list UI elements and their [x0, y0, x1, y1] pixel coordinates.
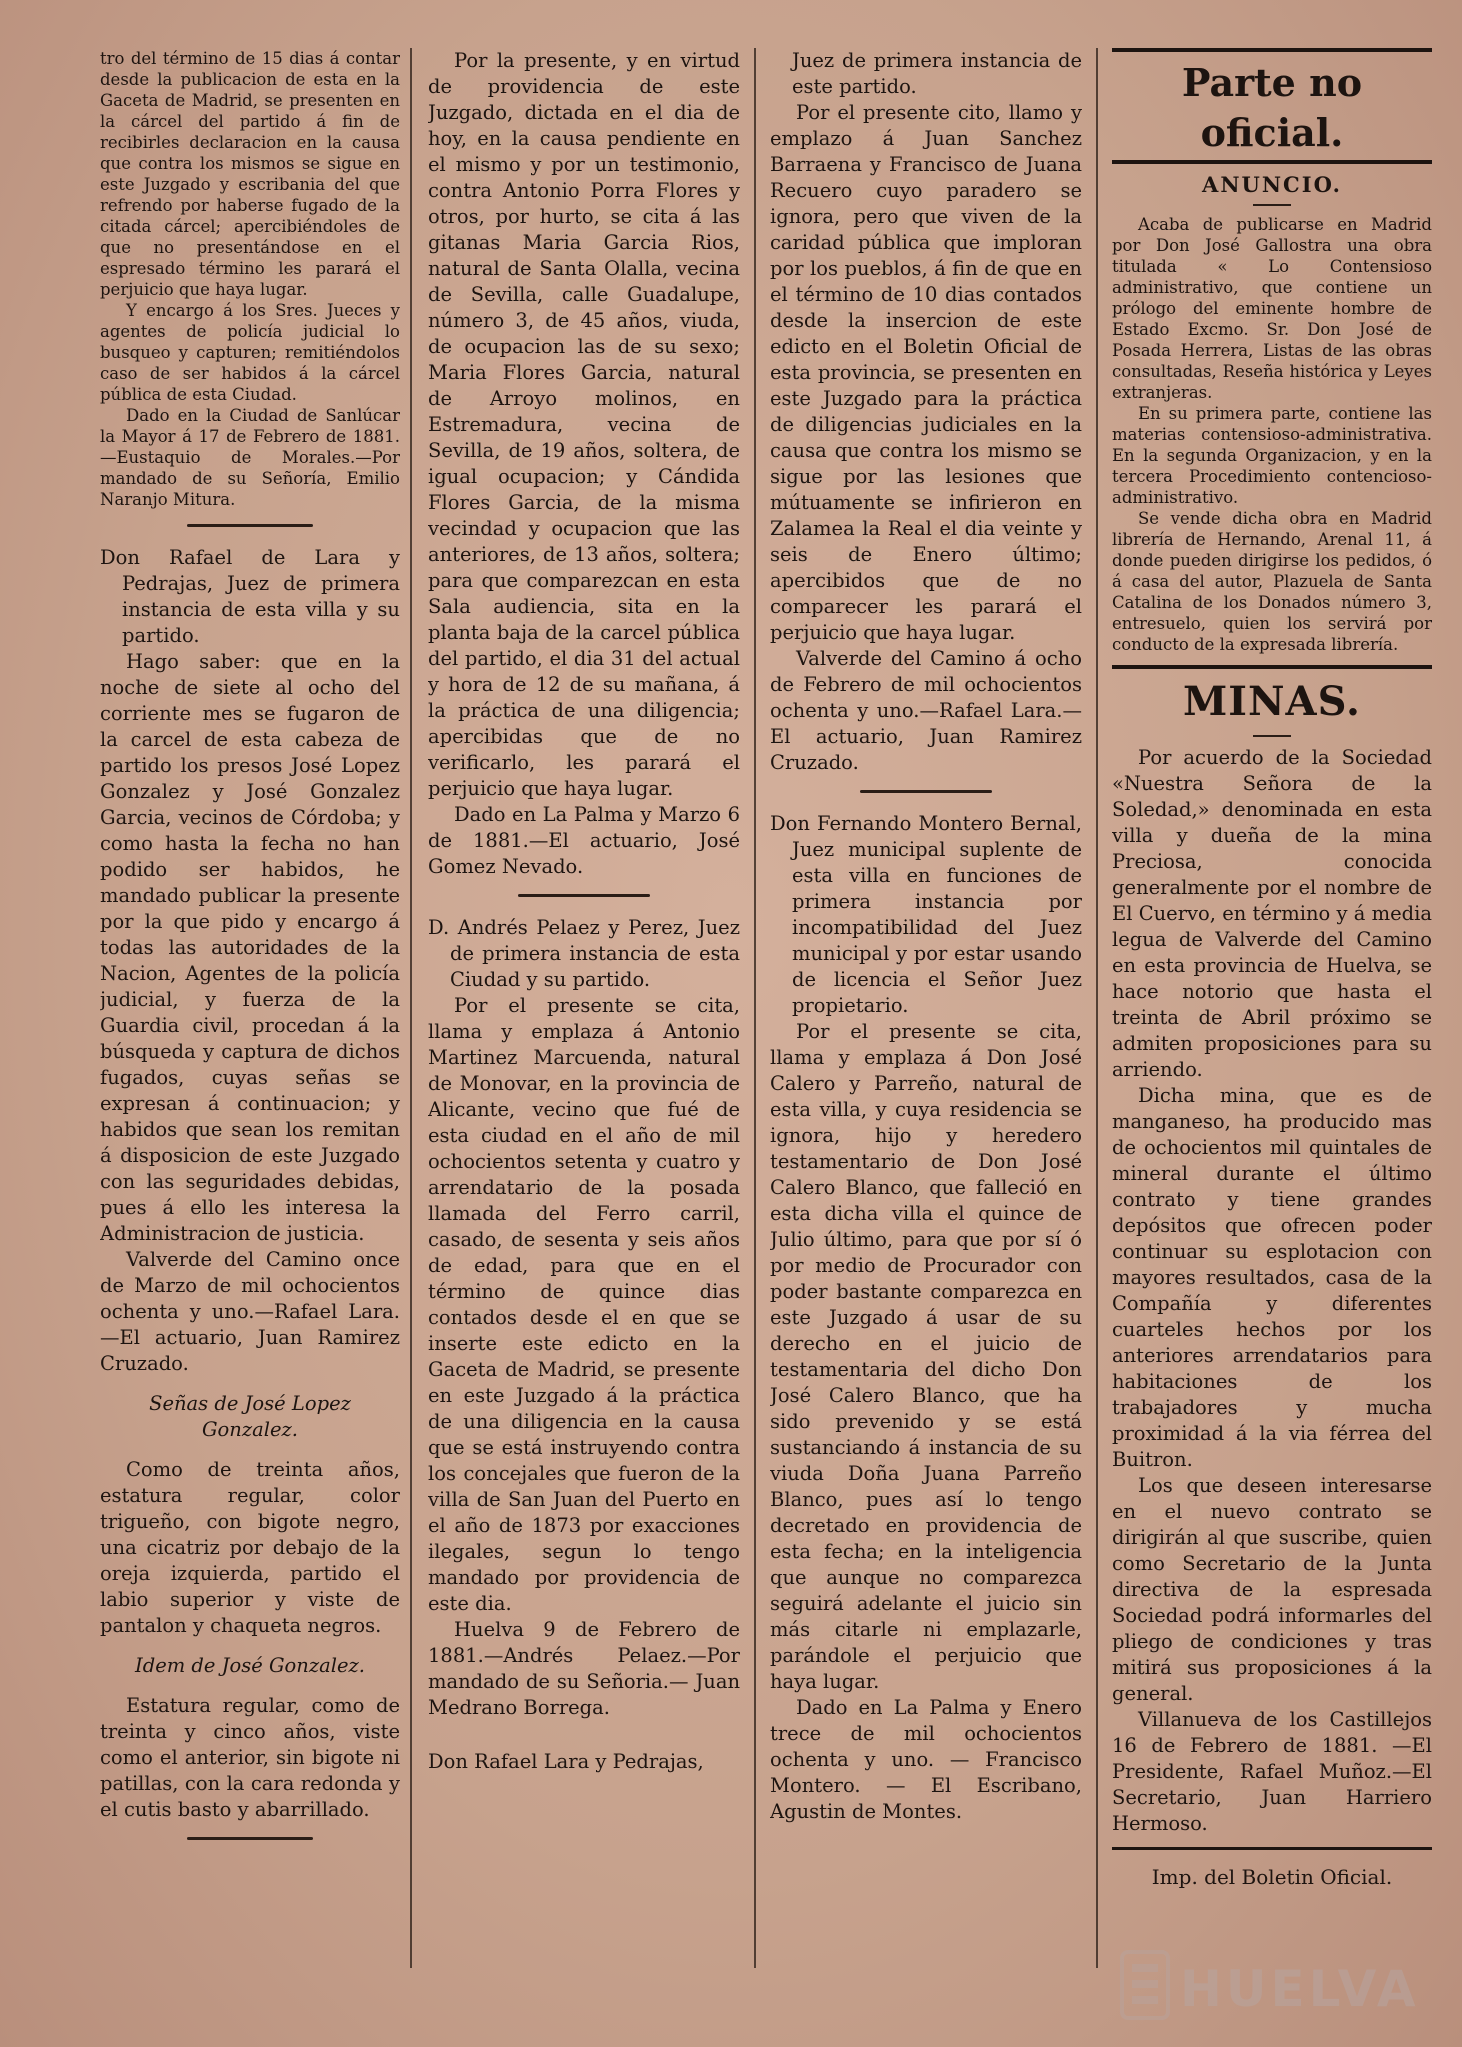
- separator: [1253, 204, 1291, 206]
- minas-title: MINAS.: [1112, 665, 1432, 729]
- paragraph: Acaba de publicarse en Madrid por Don José Gallostra una obra titulada « Lo Contensioso administrativo, que contiene un prólogo del eminente hombre de Estado Excmo. Sr. Don José de Posada Herrera, Listas de las obras consultadas, Reseña histórica y Leyes extranjeras.: [1112, 215, 1432, 402]
- subheading: Señas de José Lopez Gonzalez.: [149, 1392, 351, 1441]
- paragraph: Por acuerdo de la Sociedad «Nuestra Señora de la Soledad,» denominada en esta villa y dueña de la mina Preciosa, conocida generalmente por el nombre de El Cuervo, en término y á media legua de Valverde del Camino en esta provincia de Huelva, se hace notorio que hasta el treinta de Abril próximo se admiten proposiciones para su arriendo.: [1112, 746, 1432, 1081]
- paragraph: En su primera parte, contiene las materias contensioso-administrativa. En la segunda Organizacion, y en la tercera Procedimiento contencioso-administrativo.: [1112, 404, 1432, 507]
- archive-seal-icon: [1118, 1948, 1172, 2022]
- paragraph: Se vende dicha obra en Madrid librería de Hernando, Arenal 11, á donde pueden dirigirse los pedidos, ó á casa del autor, Plazuela de Santa Catalina de los Donados número 3, entresuelo, quien los servirá por conducto de la expresada librería.: [1112, 509, 1432, 654]
- paragraph: Dado en la Ciudad de Sanlúcar la Mayor á 17 de Febrero de 1881. —Eustaquio de Morales.—Por mandado de su Señoría, Emilio Naranjo Mitura.: [100, 406, 400, 509]
- section-title: Parte no oficial.: [1181, 60, 1363, 155]
- paragraph: Dado en La Palma y Marzo 6 de 1881.—El actuario, José Gomez Nevado.: [428, 803, 740, 878]
- paragraph: Villanueva de los Castillejos 16 de Febrero de 1881. —El Presidente, Rafael Muñoz.—El Secretario, Juan Harriero Hermoso.: [1112, 1708, 1432, 1835]
- paragraph: Como de treinta años, estatura regular, color trigueño, con bigote negro, una cicatriz por debajo de la oreja izquierda, partido el labio superior y viste de pantalon y chaqueta negros.: [100, 1458, 400, 1637]
- paragraph: tro del término de 15 dias á contar desde la publicacion de esta en la Gaceta de Madrid, se presenten en la cárcel del partido á fin de recibirles declaracion en la causa que contra los mismos se sigue en este Juzgado y escribania del que refrendo por haberse fugado de la citada cárcel; apercibiéndoles de que no presentándose en el espresado término les parará el perjuicio que haya lugar.: [100, 49, 400, 299]
- paragraph: Los que deseen interesarse en el nuevo contrato se dirigirán al que suscribe, quien como Secretario de la Junta directiva de la espresada Sociedad podrá informarles del pliego de condiciones y tras mitirá sus proposiciones á la general.: [1112, 1474, 1432, 1705]
- paragraph: Huelva 9 de Febrero de 1881.—Andrés Pelaez.—Por mandado de su Señoria.— Juan Medrano Borrega.: [428, 1618, 740, 1719]
- separator: [1112, 1847, 1432, 1850]
- paragraph: Juez de primera instancia de este partido.: [792, 49, 1082, 98]
- column-1: [100, 48, 400, 1858]
- paragraph: Por la presente, y en virtud de providencia de este Juzgado, dictada en el dia de hoy, en la causa pendiente en el mismo y por un testimonio, contra Antonio Porra Flores y otros, por hurto, se cita á las gitanas Maria Garcia Rios, natural de Santa Olalla, vecina de Sevilla, calle Guadalupe, número 3, de 45 años, viuda, de ocupacion las de su sexo; Maria Flores Garcia, natural de Arroyo molinos, en Estremadura, vecina de Sevilla, de 19 años, soltera, de igual ocupacion; y Cándida Flores Garcia, de la misma vecindad y ocupacion que las anteriores, de 13 años, soltera; para que comparezcan en esta Sala audiencia, sita en la planta baja de la carcel pública del partido, el dia 31 del actual y hora de 12 de su mañana, á la práctica de una diligencia; apercibidas que de no verificarlo, les parará el perjuicio que haya lugar.: [428, 49, 740, 800]
- column-4: [1112, 48, 1432, 1890]
- section-header: [1112, 48, 1432, 164]
- edict-heading: Don Fernando Montero Bernal, Juez municipal suplente de esta villa en funciones de primera instancia por incompatibilidad del Juez municipal y por estar usando de licencia el Señor Juez propietario.: [770, 812, 1082, 1017]
- paragraph: Dicha mina, que es de manganeso, ha producido mas de ochocientos mil quintales de mineral durante el último contrato y tiene grandes depósitos que ofrecen poder continuar su esplotacion con mayores resultados, casa de la Compañía y diferentes cuarteles hechos por los anteriores arrendatarios para habitaciones de los trabajadores y mucha proximidad á la via férrea del Buitron.: [1112, 1084, 1432, 1471]
- paragraph: Estatura regular, como de treinta y cinco años, viste como el anterior, sin bigote ni patillas, con la cara redonda y el cutis basto y abarrillado.: [100, 1694, 400, 1821]
- edict-heading: Don Rafael de Lara y Pedrajas, Juez de primera instancia de esta villa y su partido.: [100, 546, 400, 647]
- paragraph: Y encargo á los Sres. Jueces y agentes de policía judicial lo busqueo y capturen; remitiéndolos caso de ser habidos á la cárcel pública de esta Ciudad.: [100, 301, 400, 404]
- paragraph: Don Rafael Lara y Pedrajas,: [428, 1750, 704, 1773]
- paragraph: Dado en La Palma y Enero trece de mil ochocientos ochenta y uno. — Francisco Montero. — El Escribano, Agustin de Montes.: [770, 1696, 1082, 1823]
- separator: [187, 524, 313, 527]
- column-rule: [754, 48, 756, 1968]
- separator: [860, 790, 991, 793]
- paragraph: Por el presente cito, llamo y emplazo á Juan Sanchez Barraena y Francisco de Juana Recuero cuyo paradero se ignora, pero que viven de la caridad pública que imploran por los pueblos, á fin de que en el término de 10 dias contados desde la insercion de este edicto en el Boletin Oficial de esta provincia, se presenten en este Juzgado para la práctica de diligencias judiciales en la causa que contra los mismo se sigue por las lesiones que mútuamente se infirieron en Zalamea la Real el dia veinte y seis de Enero último; apercibidos que de no comparecer les parará el perjuicio que haya lugar.: [770, 101, 1082, 644]
- paragraph: Por el presente se cita, llama y emplaza á Don José Calero y Parreño, natural de esta villa, y cuya residencia se ignora, hijo y heredero testamentario de Don José Calero Blanco, que falleció en esta dicha villa el quince de Julio último, para que por sí ó por medio de Procurador con poder bastante comparezca en este Juzgado á usar de su derecho en el juicio de testamentaria del dicho Don José Calero Blanco, que ha sido prevenido y se está sustanciando á instancia de su viuda Doña Juana Parreño Blanco, pues así lo tengo decretado en providencia de esta fecha; en la inteligencia que aunque no comparezca seguirá adelante el juicio sin más citarle ni emplazarle, parándole el perjuicio que haya lugar.: [770, 1020, 1082, 1693]
- separator: [518, 894, 649, 897]
- imprint: Imp. del Boletin Oficial.: [1151, 1865, 1393, 1889]
- watermark: HUELVA: [1180, 1960, 1420, 2018]
- separator: [187, 1837, 313, 1840]
- paragraph: Valverde del Camino á ocho de Febrero de mil ochocientos ochenta y uno.—Rafael Lara.—El actuario, Juan Ramirez Cruzado.: [770, 647, 1082, 774]
- subheading: Idem de José Gonzalez.: [135, 1654, 365, 1677]
- column-rule: [1096, 48, 1098, 1968]
- anuncio-title: ANUNCIO.: [1202, 172, 1342, 197]
- paragraph: Por el presente se cita, llama y emplaza á Antonio Martinez Marcuenda, natural de Monovar, en la provincia de Alicante, vecino que fué de esta ciudad en el año de mil ochocientos setenta y cuatro y arrendatario de la posada llamada del Ferro carril, casado, de sesenta y seis años de edad, para que en el término de quince dias contados desde el en que se inserte este edicto en la Gaceta de Madrid, se presente en este Juzgado á la práctica de una diligencia en la causa que se está instruyendo contra los concejales que fueron de la villa de San Juan del Puerto en el año de 1873 por exacciones ilegales, segun lo tengo mandado por providencia de este dia.: [428, 994, 740, 1615]
- column-rule: [410, 48, 412, 1968]
- paragraph: Hago saber: que en la noche de siete al ocho del corriente mes se fugaron de la carcel de esta cabeza de partido los presos José Lopez Gonzalez y José Gonzalez Garcia, vecinos de Córdoba; y como hasta la fecha no han podido ser habidos, he mandado publicar la presente por la que pido y encargo á todas las autoridades de la Nacion, Agentes de la policía judicial, y fuerza de la Guardia civil, procedan á la búsqueda y captura de dichos fugados, cuyas señas se expresan á continuacion; y habidos que sean los remitan á disposicion de este Juzgado con las seguridades debidas, pues á ello les interesa la Administracion de justicia.: [100, 650, 400, 1245]
- paragraph: Valverde del Camino once de Marzo de mil ochocientos ochenta y uno.—Rafael Lara. —El actuario, Juan Ramirez Cruzado.: [100, 1248, 400, 1375]
- column-3: [770, 48, 1082, 1825]
- separator: [1253, 735, 1291, 737]
- edict-heading: D. Andrés Pelaez y Perez, Juez de primera instancia de esta Ciudad y su partido.: [428, 916, 740, 991]
- column-2: [428, 48, 740, 1775]
